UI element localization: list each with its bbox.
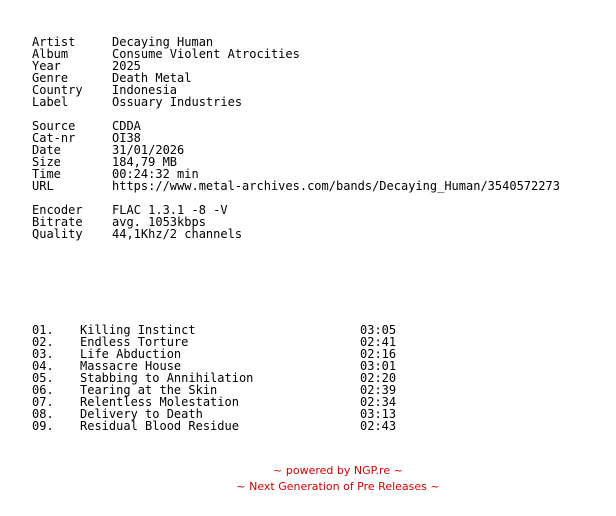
track-duration: 02:16 bbox=[360, 347, 397, 361]
info-label: Album bbox=[32, 47, 69, 61]
source-label: Cat-nr bbox=[32, 131, 76, 145]
track-number: 03. bbox=[32, 347, 54, 361]
encoding-label: Bitrate bbox=[32, 215, 83, 229]
footer-tagline: ~ Next Generation of Pre Releases ~ bbox=[236, 480, 440, 493]
encoding-info-block bbox=[32, 204, 616, 240]
info-value: Indonesia bbox=[112, 83, 178, 97]
track-title: Relentless Molestation bbox=[80, 395, 239, 409]
encoding-label: Quality bbox=[32, 227, 83, 241]
track-number: 08. bbox=[32, 407, 54, 421]
encoding-row-quality bbox=[32, 228, 616, 240]
track-number: 02. bbox=[32, 335, 54, 349]
track-title: Stabbing to Annihilation bbox=[80, 371, 254, 385]
track-title: Tearing at the Skin bbox=[80, 383, 218, 397]
spacer bbox=[32, 240, 616, 324]
source-value: 184,79 MB bbox=[112, 155, 178, 169]
track-duration: 02:43 bbox=[360, 419, 397, 433]
track-number: 07. bbox=[32, 395, 54, 409]
encoding-label: Encoder bbox=[32, 203, 83, 217]
source-label: URL bbox=[32, 179, 54, 193]
encoding-value: 44,1Khz/2 channels bbox=[112, 227, 243, 241]
source-label: Time bbox=[32, 167, 61, 181]
track-title: Massacre House bbox=[80, 359, 182, 373]
source-value: 31/01/2026 bbox=[112, 143, 185, 157]
source-label: Date bbox=[32, 143, 61, 157]
source-row-url bbox=[32, 180, 616, 192]
source-label: Source bbox=[32, 119, 76, 133]
url-value: https://www.metal-archives.com/bands/Decaying_Human/3540572273 bbox=[112, 179, 560, 193]
source-value: CDDA bbox=[112, 119, 141, 133]
track-title: Endless Torture bbox=[80, 335, 189, 349]
track-number: 06. bbox=[32, 383, 54, 397]
info-label: Label bbox=[32, 95, 69, 109]
track-number: 09. bbox=[32, 419, 54, 433]
encoding-value: avg. 1053kbps bbox=[112, 215, 206, 229]
track-duration: 03:05 bbox=[360, 323, 397, 337]
source-label: Size bbox=[32, 155, 61, 169]
track-number: 05. bbox=[32, 371, 54, 385]
info-value: Decaying Human bbox=[112, 35, 214, 49]
info-value: Consume Violent Atrocities bbox=[112, 47, 300, 61]
track-title: Killing Instinct bbox=[80, 323, 196, 337]
info-label: Genre bbox=[32, 71, 69, 85]
info-label: Country bbox=[32, 83, 83, 97]
info-label: Artist bbox=[32, 35, 76, 49]
info-value: Ossuary Industries bbox=[112, 95, 243, 109]
source-value: 00:24:32 min bbox=[112, 167, 199, 181]
track-title: Life Abduction bbox=[80, 347, 182, 361]
track-duration: 02:41 bbox=[360, 335, 397, 349]
track-duration: 02:39 bbox=[360, 383, 397, 397]
track-duration: 03:13 bbox=[360, 407, 397, 421]
info-value: 2025 bbox=[112, 59, 141, 73]
release-info-block bbox=[32, 36, 616, 108]
info-label: Year bbox=[32, 59, 61, 73]
track-row bbox=[32, 420, 616, 432]
track-title: Residual Blood Residue bbox=[80, 419, 239, 433]
track-duration: 02:20 bbox=[360, 371, 397, 385]
track-title: Delivery to Death bbox=[80, 407, 203, 421]
info-row-label bbox=[32, 96, 616, 108]
encoding-value: FLAC 1.3.1 -8 -V bbox=[112, 203, 228, 217]
footer-powered-by: ~ powered by NGP.re ~ bbox=[273, 464, 403, 477]
track-number: 04. bbox=[32, 359, 54, 373]
track-duration: 02:34 bbox=[360, 395, 397, 409]
nfo-document bbox=[32, 36, 616, 432]
track-duration: 03:01 bbox=[360, 359, 397, 373]
source-info-block bbox=[32, 120, 616, 192]
source-value: OI38 bbox=[112, 131, 141, 145]
tracklist bbox=[32, 324, 616, 432]
track-number: 01. bbox=[32, 323, 54, 337]
info-value: Death Metal bbox=[112, 71, 192, 85]
